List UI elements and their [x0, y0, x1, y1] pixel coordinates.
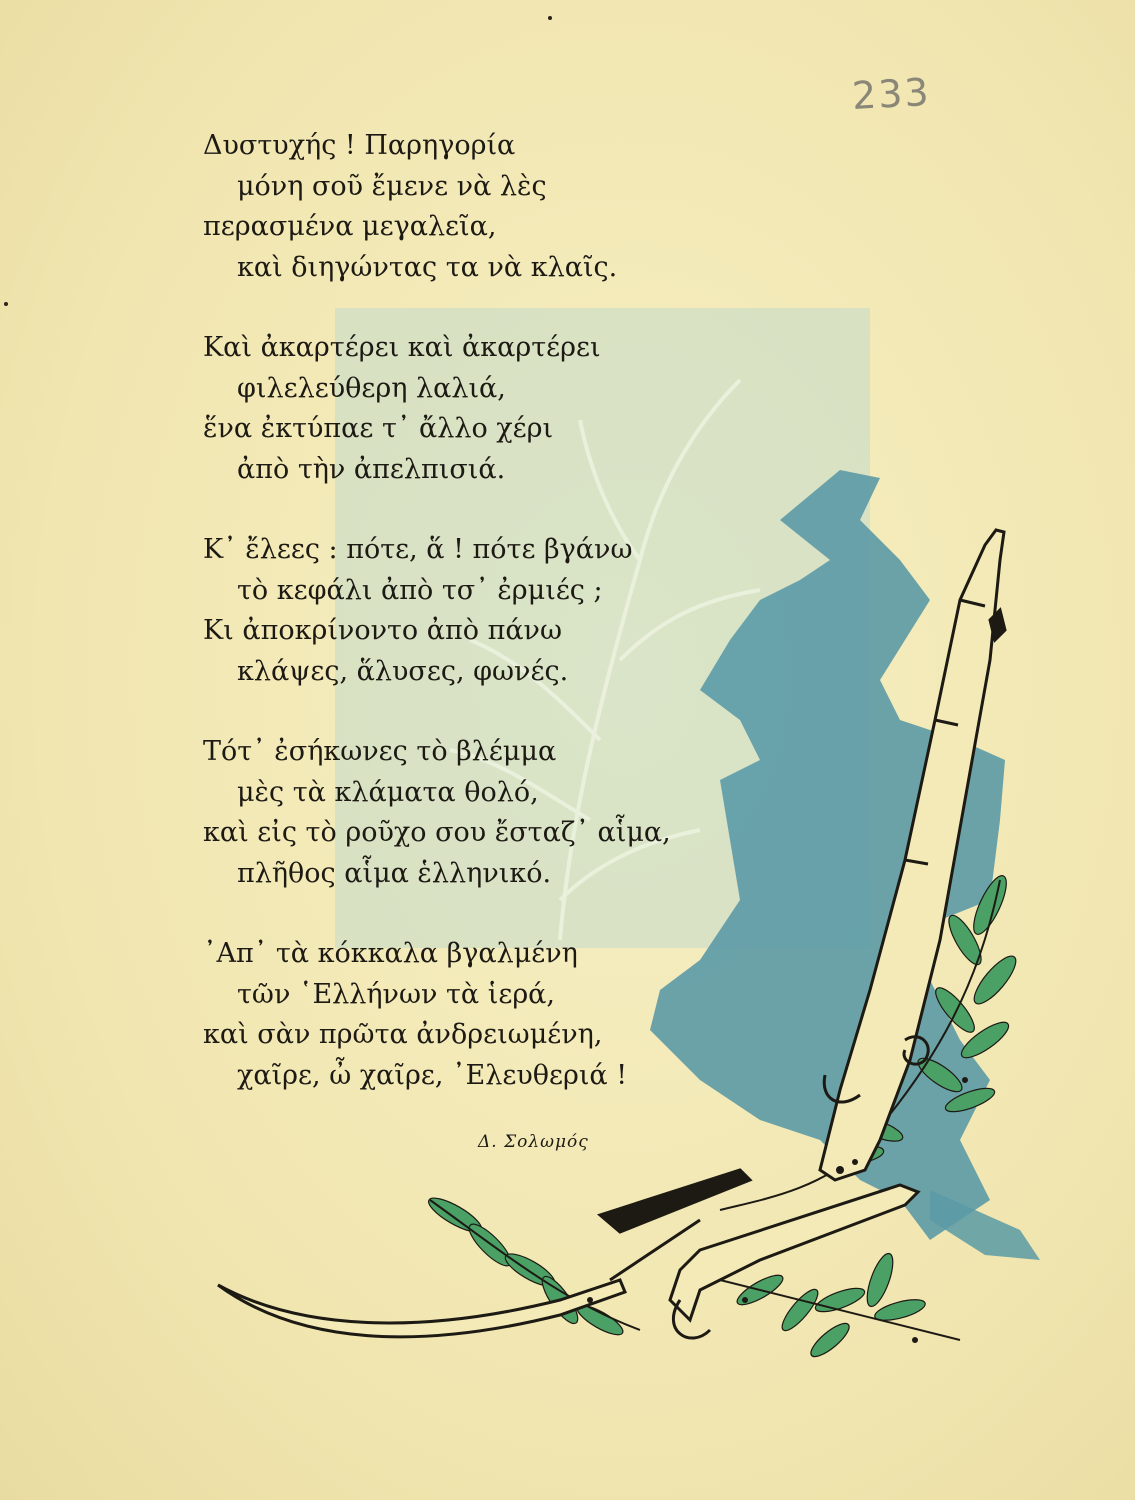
poem-line: Δυστυχής ! Παρηγορία	[203, 130, 516, 161]
poem-line: ᾽Απ᾽ τὰ κόκκαλα βγαλμένη	[203, 938, 578, 969]
poem-line: περασμένα μεγαλεῖα,	[203, 211, 497, 242]
stanza	[203, 732, 673, 894]
poem-line: Καὶ ἀκαρτέρει καὶ ἀκαρτέρει	[203, 332, 601, 363]
poem-line: καὶ εἰς τὸ ροῦχο σου ἔσταζ᾽ αἷμα,	[203, 817, 671, 848]
poem-line: μὲς τὰ κλάματα θολό,	[237, 776, 539, 808]
poem-line: χαῖρε, ὦ χαῖρε, ᾽Ελευθεριά !	[237, 1059, 628, 1091]
poem-line: μόνη σοῦ ἔμενε νὰ λὲς	[237, 170, 547, 202]
ink-speck	[4, 302, 8, 306]
stanza	[203, 530, 673, 692]
stanza	[203, 934, 673, 1096]
stanza	[203, 126, 673, 288]
poem-line: πλῆθος αἷμα ἑλληνικό.	[237, 857, 552, 889]
poem	[203, 126, 673, 1136]
poem-line: κλάψες, ἅλυσες, φωνές.	[237, 655, 569, 687]
poem-line: Τότ᾽ ἐσήκωνες τὸ βλέμμα	[203, 736, 557, 767]
poem-line: καὶ σὰν πρῶτα ἀνδρειωμένη,	[203, 1019, 603, 1050]
poem-line: καὶ διηγώντας τα νὰ κλαῖς.	[237, 251, 618, 283]
author-signature: Δ. Σολωμός	[478, 1132, 589, 1152]
poem-line: Κ᾽ ἔλεες : πότε, ἅ ! πότε βγάνω	[203, 534, 633, 565]
stanza	[203, 328, 673, 490]
sabre-icon	[218, 1170, 750, 1337]
poem-line: τὸ κεφάλι ἀπὸ τσ᾽ ἐρμιές ;	[237, 574, 603, 606]
poem-line: ἕνα ἐκτύπαε τ᾽ ἄλλο χέρι	[203, 413, 554, 444]
ink-speck	[548, 16, 552, 20]
poem-line: ἀπὸ τὴν ἀπελπισιά.	[237, 453, 506, 485]
poem-line: Κι ἀποκρίνοντο ἀπὸ πάνω	[203, 615, 562, 646]
page-number: 233	[850, 69, 932, 119]
poem-line: τῶν ῾Ελλήνων τὰ ἱερά,	[237, 978, 556, 1010]
poem-line: φιλελεύθερη λαλιά,	[237, 372, 506, 404]
